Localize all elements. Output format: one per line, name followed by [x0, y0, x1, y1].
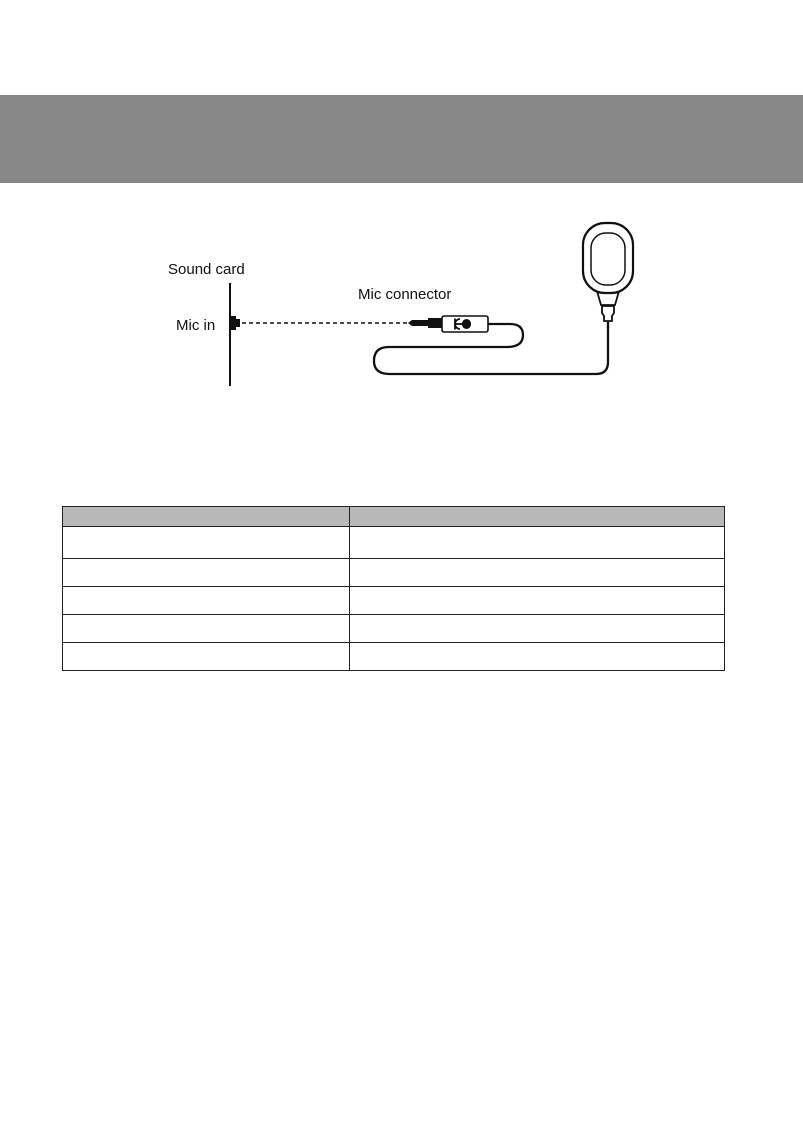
microphone-cable	[374, 321, 608, 374]
table-row	[63, 643, 725, 671]
table-cell	[63, 527, 350, 559]
table-row	[63, 615, 725, 643]
table-header-cell	[63, 507, 350, 527]
table-cell	[63, 559, 350, 587]
table-row	[63, 559, 725, 587]
table-row	[63, 527, 725, 559]
table-cell	[350, 587, 725, 615]
table-row	[63, 587, 725, 615]
sound-card-label: Sound card	[168, 261, 245, 278]
connection-diagram	[150, 215, 670, 400]
mic-connector-label: Mic connector	[358, 286, 452, 303]
table-cell	[350, 559, 725, 587]
table-cell	[350, 615, 725, 643]
connection-diagram-svg	[150, 215, 670, 400]
table-cell	[63, 615, 350, 643]
mic-in-label: Mic in	[176, 317, 216, 334]
section-header-band	[0, 95, 803, 183]
table-cell	[63, 643, 350, 671]
mic-in-jack-icon	[230, 316, 240, 330]
specification-table	[62, 506, 725, 671]
table-cell	[350, 527, 725, 559]
table-cell	[350, 643, 725, 671]
microphone-icon	[583, 223, 633, 321]
table-cell	[63, 587, 350, 615]
table-header-cell	[350, 507, 725, 527]
table-header-row	[63, 507, 725, 527]
jack-plug-icon	[408, 316, 488, 332]
